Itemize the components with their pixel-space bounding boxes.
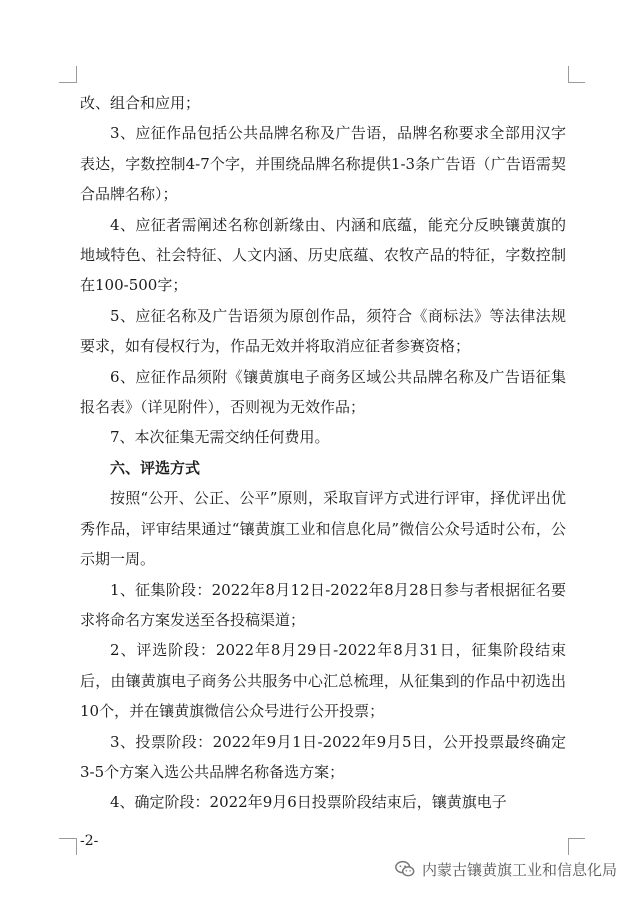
paragraph-stage-2: 2、评选阶段：2022年8月29日-2022年8月31日，征集阶段结束后，由镶黄旗电子商务公共服务中心汇总梳理，从征集到的作品中初选出10个，并在镶黄旗微信公众号进行公开投票； <box>80 641 566 721</box>
paragraph-stage-1: 1、征集阶段：2022年8月12日-2022年8月28日参与者根据征名要求将命名方案发送至各投稿渠道； <box>80 580 566 629</box>
paragraph-item-5: 5、应征名称及广告语须为原创作品，须符合《商标法》等法律法规要求，如有侵权行为，作品无效并将取消应征者参赛资格； <box>80 306 566 356</box>
paragraph-item-7: 7、本次征集无需交纳任何费用。 <box>110 428 330 447</box>
watermark-text: 内蒙古镶黄旗工业和信息化局 <box>422 860 618 879</box>
crop-mark-bottom-left <box>59 838 76 839</box>
crop-mark-top-left <box>76 66 77 83</box>
watermark <box>394 858 617 880</box>
crop-mark-bottom-left <box>76 838 77 855</box>
crop-mark-top-right <box>568 66 569 83</box>
crop-mark-top-left <box>59 82 76 83</box>
paragraph-stage-3: 3、投票阶段：2022年9月1日-2022年9月5日，公开投票最终确定3-5个方案入选公共品牌名称备选方案； <box>80 732 566 781</box>
paragraph-continuation: 改、组合和应用； <box>80 94 201 112</box>
section-heading: 六、评选方式 <box>110 458 201 477</box>
paragraph-item-4: 4、应征者需阐述名称创新缘由、内涵和底蕴，能充分反映镶黄旗的地域特色、社会特征、人文内涵、历史底蕴、农牧产品的特征，字数控制在100-500字； <box>80 215 566 295</box>
page-number: -2- <box>80 833 99 849</box>
document-body <box>80 88 566 818</box>
paragraph-item-6: 6、应征作品须附《镶黄旗电子商务区域公共品牌名称及广告语征集报名表》（详见附件），否则视为无效作品； <box>80 367 566 417</box>
paragraph-principle: 按照“公开、公正、公平”原则，采取盲评方式进行评审，择优评出优秀作品，评审结果通过“镶黄旗工业和信息化局”微信公众号适时公布，公示期一周。 <box>80 489 566 569</box>
paragraph-stage-4: 4、确定阶段：2022年9月6日投票阶段结束后，镶黄旗电子 <box>110 793 507 812</box>
paragraph-item-3: 3、应征作品包括公共品牌名称及广告语，品牌名称要求全部用汉字表达，字数控制4-7个字，并围绕品牌名称提供1-3条广告语（广告语需契合品牌名称）； <box>80 124 566 204</box>
wechat-icon <box>394 858 416 880</box>
crop-mark-bottom-right <box>568 838 585 839</box>
crop-mark-bottom-right <box>568 838 569 855</box>
crop-mark-top-right <box>568 82 585 83</box>
